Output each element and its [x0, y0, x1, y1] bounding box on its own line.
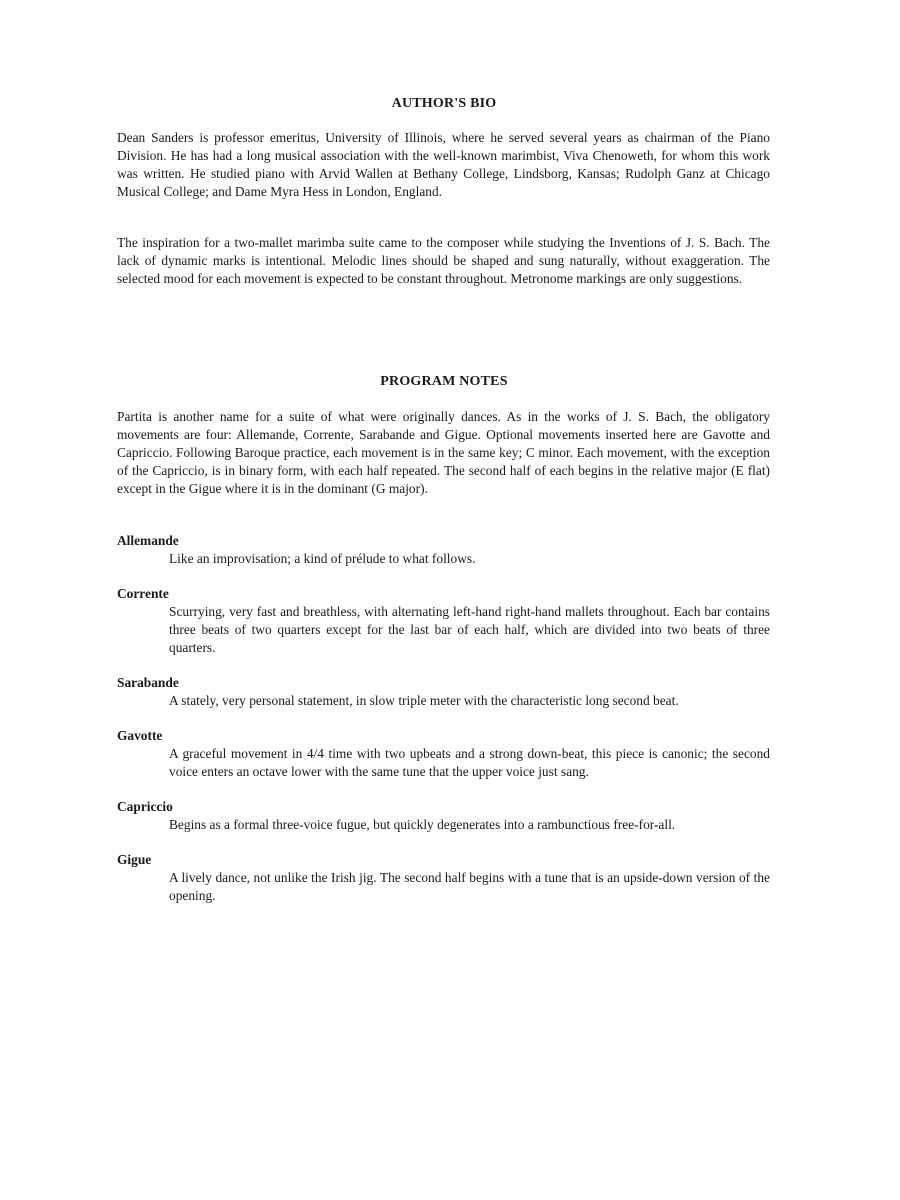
movement-name: Allemande	[117, 533, 179, 548]
bio-paragraph-1: Dean Sanders is professor emeritus, University of Illinois, where he served several years as chairman of the Piano Division. He has had a long musical association with the well-known marimbist, Viva Chenoweth, for whom this work was written. He studied piano with Arvid Wallen at Bethany College, Lindsborg, Kansas; Rudolph Ganz at Chicago Musical College; and Dame Myra Hess in London, England.	[117, 130, 770, 199]
movement-capriccio	[117, 798, 770, 834]
movement-gavotte	[117, 727, 770, 781]
movement-name: Capriccio	[117, 799, 173, 814]
program-notes-heading: PROGRAM NOTES	[380, 374, 508, 389]
movement-description: A graceful movement in 4/4 time with two upbeats and a strong down-beat, this piece is canonic; the second voice enters an octave lower with the same tune that the upper voice just sang.	[169, 746, 770, 779]
movement-sarabande	[117, 674, 770, 710]
movement-name: Gavotte	[117, 728, 163, 743]
program-notes-paragraph: Partita is another name for a suite of what were originally dances. As in the works of J. S. Bach, the obligatory movements are four: Allemande, Corrente, Sarabande and Gigue. Optional movements inserted here are Gavotte and Capriccio. Following Baroque practice, each movement is in the same key; C minor. Each movement, with the exception of the Capriccio, is in binary form, with each half repeated. The second half of each begins in the relative major (E flat) except in the Gigue where it is in the dominant (G major).	[117, 409, 770, 496]
movement-list	[117, 532, 770, 922]
movement-description: Like an improvisation; a kind of prélude to what follows.	[169, 551, 476, 566]
movement-gigue	[117, 851, 770, 905]
movement-description: Begins as a formal three-voice fugue, but quickly degenerates into a rambunctious free-for-all.	[169, 817, 676, 832]
movement-description: Scurrying, very fast and breathless, with alternating left-hand right-hand mallets throughout. Each bar contains three beats of two quarters except for the last bar of each half, which are divided into two beats of three quarters.	[169, 604, 770, 655]
movement-corrente	[117, 585, 770, 657]
movement-name: Corrente	[117, 586, 169, 601]
authors-bio-heading: AUTHOR'S BIO	[391, 96, 497, 111]
movement-name: Gigue	[117, 852, 152, 867]
movement-description: A lively dance, not unlike the Irish jig. The second half begins with a tune that is an upside-down version of the opening.	[169, 870, 770, 903]
movement-name: Sarabande	[117, 675, 179, 690]
movement-description: A stately, very personal statement, in slow triple meter with the characteristic long second beat.	[169, 693, 679, 708]
bio-paragraph-2: The inspiration for a two-mallet marimba suite came to the composer while studying the Inventions of J. S. Bach. The lack of dynamic marks is intentional. Melodic lines should be shaped and sung naturally, without exaggeration. The selected mood for each movement is expected to be constant throughout. Metronome markings are only suggestions.	[117, 235, 770, 286]
movement-allemande	[117, 532, 770, 568]
